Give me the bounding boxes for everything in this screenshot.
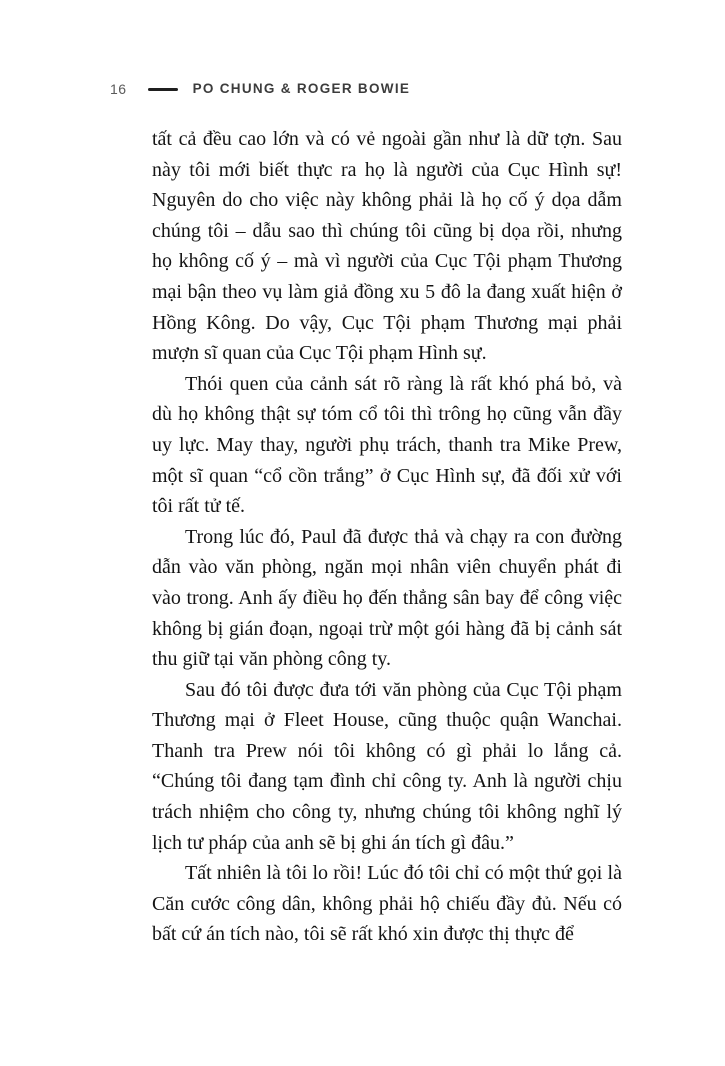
page-header [110,82,625,96]
paragraph-2: Thói quen của cảnh sát rõ ràng là rất khó phá bỏ, và dù họ không thật sự tóm cổ tôi thì trông họ cũng vẫn đầy uy lực. May thay, người phụ trách, thanh tra Mike Prew, một sĩ quan “cổ cồn trắng” ở Cục Hình sự, đã đối xử với tôi rất tử tế. [152,372,622,518]
paragraph-4: Sau đó tôi được đưa tới văn phòng của Cục Tội phạm Thương mại ở Fleet House, cũng thuộc quận Wanchai. Thanh tra Prew nói tôi không có gì phải lo lắng cả. “Chúng tôi đang tạm đình chỉ công ty. Anh là người chịu trách nhiệm cho công ty, nhưng chúng tôi không nghĩ lý lịch tư pháp của anh sẽ bị ghi án tích gì đâu.” [152,678,622,854]
paragraph-3: Trong lúc đó, Paul đã được thả và chạy ra con đường dẫn vào văn phòng, ngăn mọi nhân viên chuyển phát đi vào trong. Anh ấy điều họ đến thẳng sân bay để công việc không bị gián đoạn, ngoại trừ một gói hàng đã bị cảnh sát thu giữ tại văn phòng công ty. [152,525,622,671]
page-body [152,124,622,950]
page-number: 16 [110,81,127,97]
header-divider [148,88,178,91]
paragraph-5: Tất nhiên là tôi lo rồi! Lúc đó tôi chỉ có một thứ gọi là Căn cước công dân, không phải hộ chiếu đầy đủ. Nếu có bất cứ án tích nào, tôi sẽ rất khó xin được thị thực để [152,862,622,946]
paragraph-1: tất cả đều cao lớn và có vẻ ngoài gần như là dữ tợn. Sau này tôi mới biết thực ra họ là người của Cục Hình sự! Nguyên do cho việc này không phải là họ cố ý dọa dẫm chúng tôi – dẫu sao thì chúng tôi cũng bị dọa rồi, nhưng họ không cố ý – mà vì người của Cục Tội phạm Thương mại bận theo vụ làm giả đồng xu 5 đô la đang xuất hiện ở Hồng Kông. Do vậy, Cục Tội phạm Thương mại phải mượn sĩ quan của Cục Tội phạm Hình sự. [152,128,622,365]
running-head-authors: PO CHUNG & ROGER BOWIE [192,81,411,97]
